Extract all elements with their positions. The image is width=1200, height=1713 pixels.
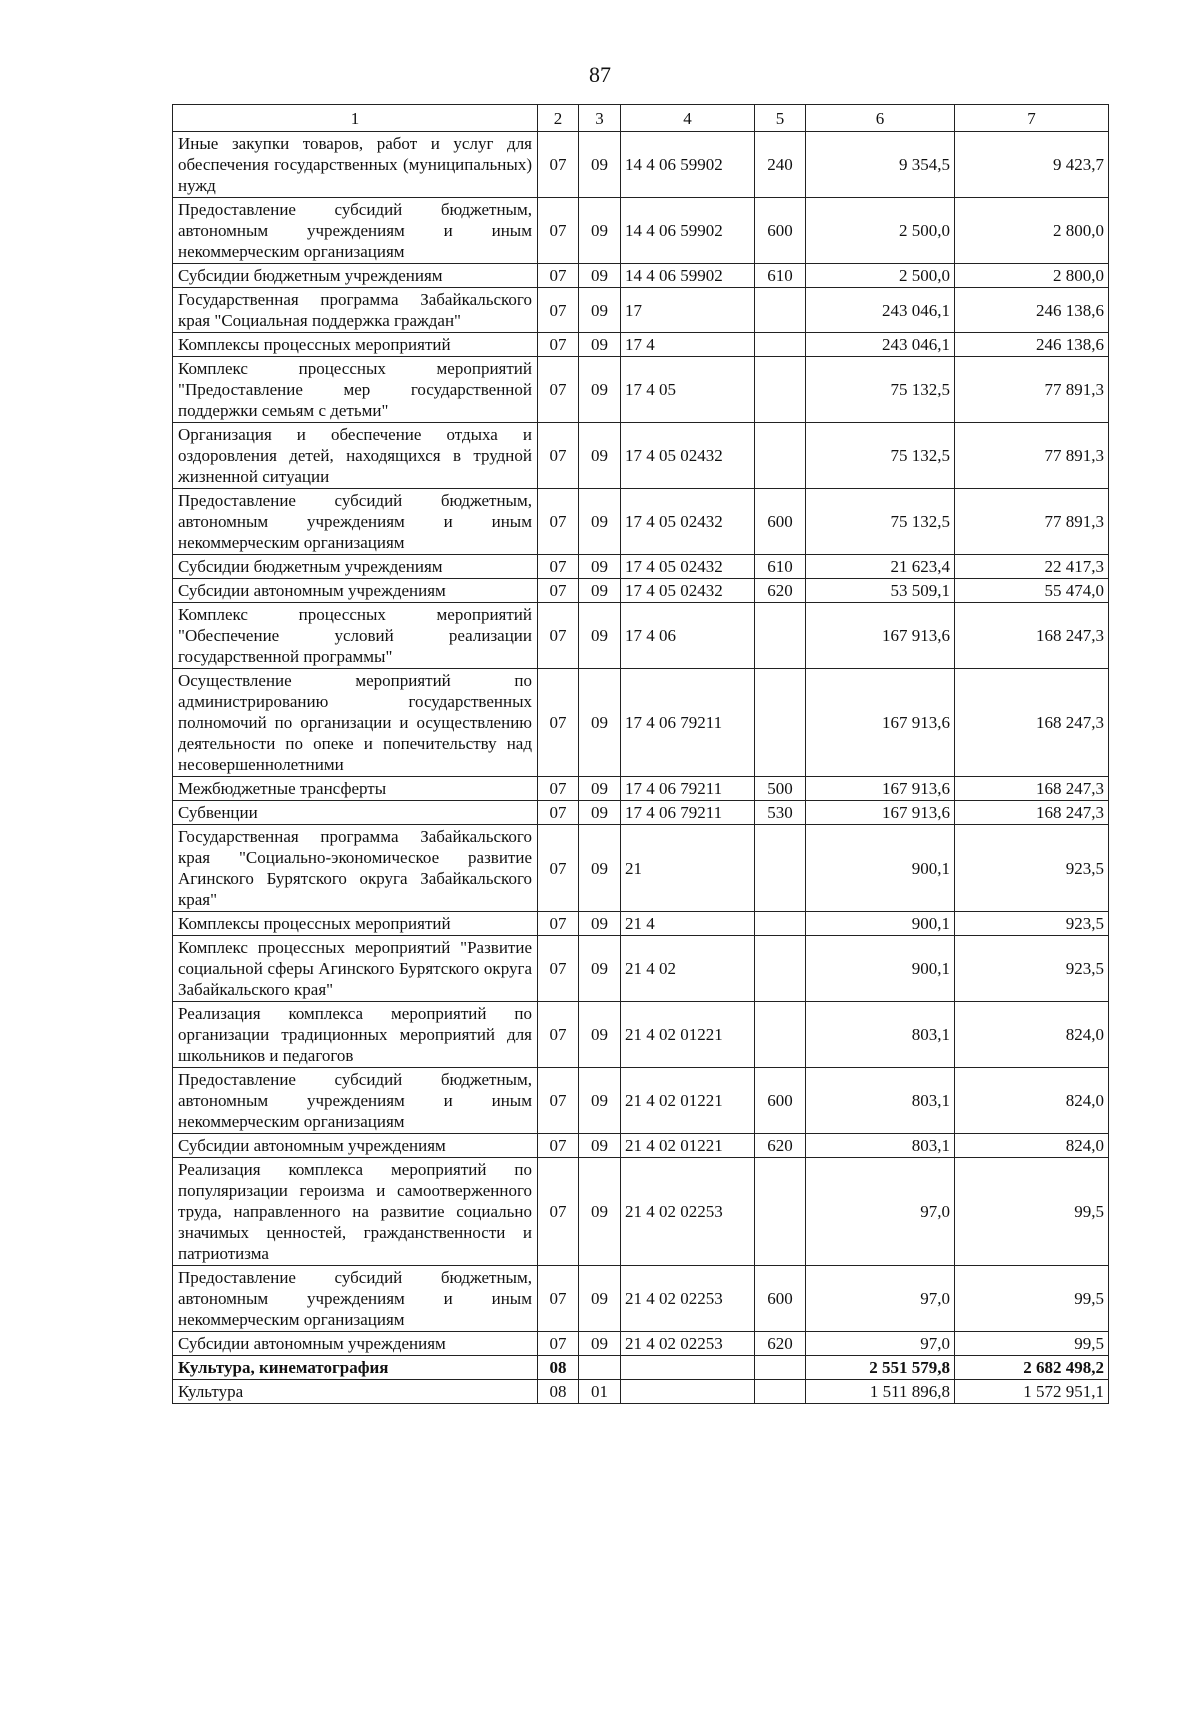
cell-amount-1: 75 132,5 — [806, 357, 955, 423]
cell-expense-type — [755, 1380, 806, 1404]
cell-expense-type — [755, 1356, 806, 1380]
table-row — [173, 198, 1109, 264]
cell-section: 08 — [538, 1356, 579, 1380]
table-row — [173, 1068, 1109, 1134]
cell-subsection: 09 — [579, 1068, 621, 1134]
cell-amount-1: 167 913,6 — [806, 777, 955, 801]
cell-amount-2: 2 800,0 — [955, 198, 1109, 264]
cell-subsection: 09 — [579, 489, 621, 555]
table-row — [173, 264, 1109, 288]
cell-section: 07 — [538, 288, 579, 333]
header-cell: 1 — [173, 105, 538, 132]
cell-target-code: 17 4 05 02432 — [621, 423, 755, 489]
cell-amount-1: 75 132,5 — [806, 423, 955, 489]
cell-target-code: 21 4 02 02253 — [621, 1158, 755, 1266]
cell-amount-1: 167 913,6 — [806, 603, 955, 669]
table-row — [173, 288, 1109, 333]
cell-section: 07 — [538, 198, 579, 264]
cell-target-code: 21 4 — [621, 912, 755, 936]
cell-section: 07 — [538, 801, 579, 825]
cell-amount-1: 97,0 — [806, 1266, 955, 1332]
cell-section: 07 — [538, 1332, 579, 1356]
cell-target-code: 21 4 02 02253 — [621, 1266, 755, 1332]
cell-target-code: 21 4 02 01221 — [621, 1068, 755, 1134]
cell-name: Субсидии автономным учреждениям — [173, 1332, 538, 1356]
cell-subsection: 09 — [579, 579, 621, 603]
cell-section: 07 — [538, 603, 579, 669]
cell-amount-1: 2 551 579,8 — [806, 1356, 955, 1380]
cell-section: 07 — [538, 1134, 579, 1158]
cell-amount-2: 246 138,6 — [955, 333, 1109, 357]
header-cell: 5 — [755, 105, 806, 132]
cell-amount-1: 75 132,5 — [806, 489, 955, 555]
cell-target-code — [621, 1380, 755, 1404]
cell-section: 07 — [538, 669, 579, 777]
cell-amount-1: 2 500,0 — [806, 198, 955, 264]
cell-amount-2: 99,5 — [955, 1266, 1109, 1332]
cell-name: Культура, кинематография — [173, 1356, 538, 1380]
cell-expense-type — [755, 288, 806, 333]
cell-subsection: 09 — [579, 264, 621, 288]
cell-name: Государственная программа Забайкальского края "Социальная поддержка граждан" — [173, 288, 538, 333]
cell-subsection: 09 — [579, 333, 621, 357]
table-row — [173, 1332, 1109, 1356]
cell-amount-1: 803,1 — [806, 1134, 955, 1158]
cell-expense-type — [755, 1158, 806, 1266]
table-row — [173, 1380, 1109, 1404]
cell-target-code: 17 4 06 79211 — [621, 801, 755, 825]
cell-section: 07 — [538, 912, 579, 936]
cell-name: Предоставление субсидий бюджетным, автономным учреждениям и иным некоммерческим организациям — [173, 198, 538, 264]
table-row — [173, 579, 1109, 603]
table-row — [173, 1266, 1109, 1332]
cell-section: 07 — [538, 333, 579, 357]
cell-target-code: 17 4 05 — [621, 357, 755, 423]
table-row — [173, 777, 1109, 801]
table-row — [173, 603, 1109, 669]
cell-amount-2: 824,0 — [955, 1134, 1109, 1158]
cell-name: Предоставление субсидий бюджетным, автономным учреждениям и иным некоммерческим организациям — [173, 1266, 538, 1332]
cell-name: Комплексы процессных мероприятий — [173, 912, 538, 936]
cell-amount-2: 9 423,7 — [955, 132, 1109, 198]
cell-subsection: 09 — [579, 132, 621, 198]
cell-amount-2: 2 800,0 — [955, 264, 1109, 288]
cell-amount-1: 900,1 — [806, 825, 955, 912]
cell-target-code: 14 4 06 59902 — [621, 264, 755, 288]
cell-amount-1: 9 354,5 — [806, 132, 955, 198]
cell-name: Межбюджетные трансферты — [173, 777, 538, 801]
cell-amount-1: 167 913,6 — [806, 669, 955, 777]
header-cell: 4 — [621, 105, 755, 132]
cell-name: Государственная программа Забайкальского края "Социально-экономическое развитие Агинского Бурятского округа Забайкальского края" — [173, 825, 538, 912]
table-row — [173, 936, 1109, 1002]
header-cell: 3 — [579, 105, 621, 132]
cell-expense-type: 600 — [755, 1266, 806, 1332]
cell-amount-1: 167 913,6 — [806, 801, 955, 825]
cell-amount-2: 168 247,3 — [955, 603, 1109, 669]
cell-section: 07 — [538, 936, 579, 1002]
table-row — [173, 423, 1109, 489]
cell-section: 07 — [538, 555, 579, 579]
cell-subsection: 09 — [579, 555, 621, 579]
cell-amount-1: 803,1 — [806, 1068, 955, 1134]
cell-name: Предоставление субсидий бюджетным, автономным учреждениям и иным некоммерческим организациям — [173, 1068, 538, 1134]
cell-target-code: 17 4 — [621, 333, 755, 357]
cell-name: Предоставление субсидий бюджетным, автономным учреждениям и иным некоммерческим организациям — [173, 489, 538, 555]
cell-section: 08 — [538, 1380, 579, 1404]
cell-target-code: 17 — [621, 288, 755, 333]
cell-target-code: 17 4 05 02432 — [621, 489, 755, 555]
cell-expense-type — [755, 603, 806, 669]
cell-section: 07 — [538, 1068, 579, 1134]
cell-name: Субвенции — [173, 801, 538, 825]
cell-target-code: 17 4 06 — [621, 603, 755, 669]
cell-name: Реализация комплекса мероприятий по популяризации героизма и самоотверженного труда, направленного на развитие социально значимых ценностей, гражданственности и патриотизма — [173, 1158, 538, 1266]
cell-amount-2: 824,0 — [955, 1068, 1109, 1134]
cell-target-code: 17 4 06 79211 — [621, 669, 755, 777]
cell-amount-2: 923,5 — [955, 936, 1109, 1002]
cell-amount-1: 1 511 896,8 — [806, 1380, 955, 1404]
cell-amount-2: 2 682 498,2 — [955, 1356, 1109, 1380]
cell-target-code: 14 4 06 59902 — [621, 198, 755, 264]
cell-expense-type: 620 — [755, 1332, 806, 1356]
cell-name: Культура — [173, 1380, 538, 1404]
cell-amount-2: 168 247,3 — [955, 777, 1109, 801]
cell-amount-1: 97,0 — [806, 1332, 955, 1356]
cell-amount-2: 55 474,0 — [955, 579, 1109, 603]
cell-subsection: 09 — [579, 936, 621, 1002]
cell-expense-type: 530 — [755, 801, 806, 825]
table-row — [173, 1134, 1109, 1158]
cell-target-code: 17 4 05 02432 — [621, 555, 755, 579]
cell-expense-type: 240 — [755, 132, 806, 198]
table-row — [173, 825, 1109, 912]
cell-subsection: 09 — [579, 1158, 621, 1266]
cell-section: 07 — [538, 357, 579, 423]
cell-name: Субсидии бюджетным учреждениям — [173, 555, 538, 579]
cell-target-code — [621, 1356, 755, 1380]
cell-target-code: 17 4 05 02432 — [621, 579, 755, 603]
budget-table — [172, 104, 1109, 1404]
cell-amount-1: 243 046,1 — [806, 288, 955, 333]
cell-expense-type: 620 — [755, 1134, 806, 1158]
cell-amount-1: 900,1 — [806, 936, 955, 1002]
cell-target-code: 21 4 02 01221 — [621, 1002, 755, 1068]
table-row — [173, 132, 1109, 198]
cell-amount-2: 168 247,3 — [955, 801, 1109, 825]
cell-subsection: 09 — [579, 777, 621, 801]
cell-subsection: 09 — [579, 1002, 621, 1068]
cell-expense-type: 600 — [755, 198, 806, 264]
cell-target-code: 14 4 06 59902 — [621, 132, 755, 198]
cell-expense-type — [755, 333, 806, 357]
cell-target-code: 21 4 02 01221 — [621, 1134, 755, 1158]
cell-expense-type: 600 — [755, 489, 806, 555]
cell-subsection — [579, 1356, 621, 1380]
cell-amount-1: 97,0 — [806, 1158, 955, 1266]
cell-amount-1: 21 623,4 — [806, 555, 955, 579]
cell-expense-type — [755, 912, 806, 936]
page-number: 87 — [589, 62, 611, 87]
cell-name: Комплекс процессных мероприятий "Обеспечение условий реализации государственной программы" — [173, 603, 538, 669]
cell-amount-1: 2 500,0 — [806, 264, 955, 288]
cell-section: 07 — [538, 1002, 579, 1068]
cell-expense-type: 610 — [755, 555, 806, 579]
cell-name: Комплекс процессных мероприятий "Развитие социальной сферы Агинского Бурятского округа Забайкальского края" — [173, 936, 538, 1002]
cell-name: Комплексы процессных мероприятий — [173, 333, 538, 357]
cell-expense-type — [755, 423, 806, 489]
cell-section: 07 — [538, 1266, 579, 1332]
cell-name: Осуществление мероприятий по администрированию государственных полномочий по организации и осуществлению деятельности по опеке и попечительству над несовершеннолетними — [173, 669, 538, 777]
cell-expense-type: 600 — [755, 1068, 806, 1134]
cell-subsection: 09 — [579, 603, 621, 669]
cell-amount-2: 923,5 — [955, 912, 1109, 936]
table-row — [173, 1356, 1109, 1380]
cell-expense-type — [755, 357, 806, 423]
cell-subsection: 09 — [579, 1332, 621, 1356]
cell-section: 07 — [538, 264, 579, 288]
cell-section: 07 — [538, 489, 579, 555]
table-row — [173, 669, 1109, 777]
cell-section: 07 — [538, 1158, 579, 1266]
cell-amount-2: 824,0 — [955, 1002, 1109, 1068]
cell-name: Субсидии автономным учреждениям — [173, 1134, 538, 1158]
cell-subsection: 09 — [579, 357, 621, 423]
cell-subsection: 09 — [579, 1134, 621, 1158]
cell-amount-1: 243 046,1 — [806, 333, 955, 357]
cell-subsection: 09 — [579, 669, 621, 777]
cell-amount-2: 923,5 — [955, 825, 1109, 912]
table-row — [173, 489, 1109, 555]
cell-amount-2: 77 891,3 — [955, 423, 1109, 489]
cell-target-code: 17 4 06 79211 — [621, 777, 755, 801]
cell-expense-type: 500 — [755, 777, 806, 801]
cell-subsection: 09 — [579, 912, 621, 936]
cell-expense-type: 620 — [755, 579, 806, 603]
cell-target-code: 21 4 02 — [621, 936, 755, 1002]
cell-amount-1: 900,1 — [806, 912, 955, 936]
header-cell: 6 — [806, 105, 955, 132]
header-cell: 7 — [955, 105, 1109, 132]
cell-name: Реализация комплекса мероприятий по организации традиционных мероприятий для школьников и педагогов — [173, 1002, 538, 1068]
cell-expense-type — [755, 669, 806, 777]
cell-name: Иные закупки товаров, работ и услуг для обеспечения государственных (муниципальных) нужд — [173, 132, 538, 198]
header-row — [173, 105, 1109, 132]
cell-section: 07 — [538, 423, 579, 489]
cell-name: Субсидии бюджетным учреждениям — [173, 264, 538, 288]
cell-subsection: 09 — [579, 198, 621, 264]
cell-amount-2: 1 572 951,1 — [955, 1380, 1109, 1404]
cell-expense-type: 610 — [755, 264, 806, 288]
cell-subsection: 09 — [579, 801, 621, 825]
cell-amount-1: 803,1 — [806, 1002, 955, 1068]
cell-amount-1: 53 509,1 — [806, 579, 955, 603]
cell-amount-2: 99,5 — [955, 1332, 1109, 1356]
cell-target-code: 21 — [621, 825, 755, 912]
table-body — [173, 105, 1109, 1404]
cell-expense-type — [755, 1002, 806, 1068]
cell-section: 07 — [538, 579, 579, 603]
cell-subsection: 09 — [579, 825, 621, 912]
cell-name: Организация и обеспечение отдыха и оздоровления детей, находящихся в трудной жизненной ситуации — [173, 423, 538, 489]
header-cell: 2 — [538, 105, 579, 132]
cell-expense-type — [755, 825, 806, 912]
table-row — [173, 357, 1109, 423]
cell-subsection: 09 — [579, 288, 621, 333]
cell-amount-2: 99,5 — [955, 1158, 1109, 1266]
cell-subsection: 09 — [579, 1266, 621, 1332]
table-row — [173, 912, 1109, 936]
cell-section: 07 — [538, 777, 579, 801]
table-row — [173, 801, 1109, 825]
cell-amount-2: 246 138,6 — [955, 288, 1109, 333]
cell-amount-2: 168 247,3 — [955, 669, 1109, 777]
table-row — [173, 333, 1109, 357]
table-row — [173, 1158, 1109, 1266]
table-row — [173, 555, 1109, 579]
cell-amount-2: 77 891,3 — [955, 357, 1109, 423]
cell-amount-2: 77 891,3 — [955, 489, 1109, 555]
cell-name: Комплекс процессных мероприятий "Предоставление мер государственной поддержки семьям с детьми" — [173, 357, 538, 423]
cell-name: Субсидии автономным учреждениям — [173, 579, 538, 603]
cell-subsection: 01 — [579, 1380, 621, 1404]
table-row — [173, 1002, 1109, 1068]
cell-expense-type — [755, 936, 806, 1002]
cell-amount-2: 22 417,3 — [955, 555, 1109, 579]
cell-subsection: 09 — [579, 423, 621, 489]
cell-target-code: 21 4 02 02253 — [621, 1332, 755, 1356]
cell-section: 07 — [538, 825, 579, 912]
cell-section: 07 — [538, 132, 579, 198]
